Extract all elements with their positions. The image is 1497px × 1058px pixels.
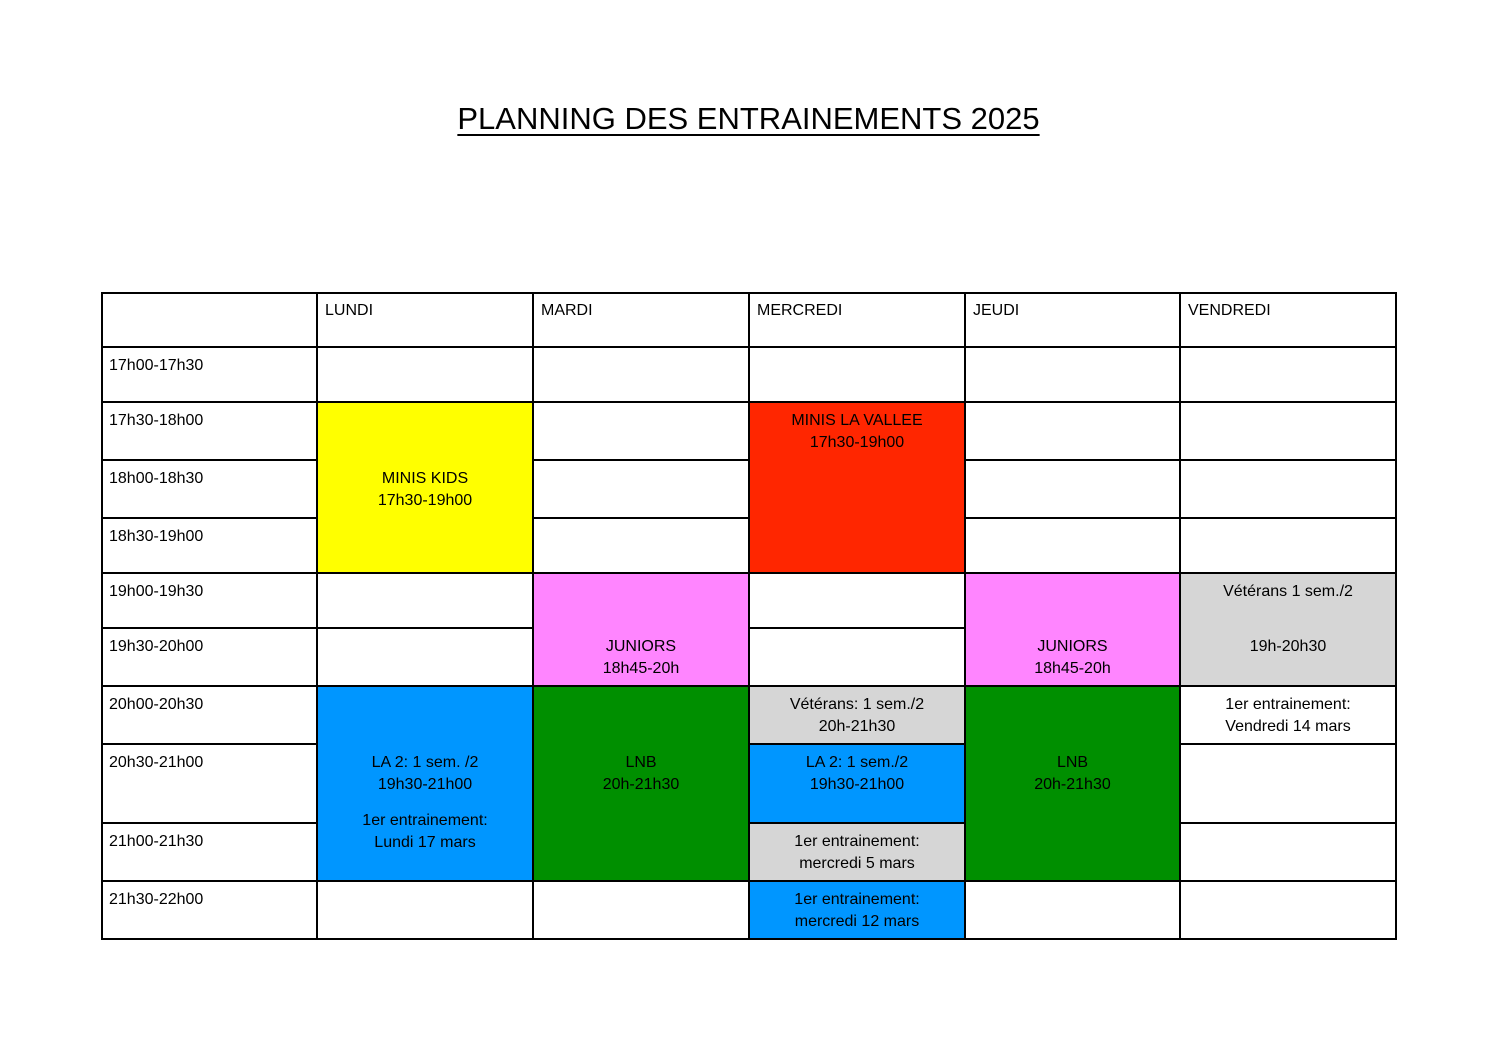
block-name: LA 2: 1 sem. /2 <box>371 754 479 771</box>
block-name: LA 2: 1 sem./2 <box>805 754 909 771</box>
block-minis-kids <box>317 402 533 573</box>
time-slot: 18h30-19h00 <box>109 528 204 545</box>
block-name: MINIS KIDS <box>381 470 469 487</box>
time-slot: 17h00-17h30 <box>109 357 204 374</box>
block-hours: 20h-21h30 <box>818 718 896 735</box>
time-slot: 19h30-20h00 <box>109 638 204 655</box>
time-slot: 21h30-22h00 <box>109 891 204 908</box>
grid-line <box>533 459 749 461</box>
header-day-vendredi: VENDREDI <box>1188 302 1271 319</box>
time-slot: 20h00-20h30 <box>109 696 204 713</box>
grid-line <box>749 743 965 745</box>
block-juniors-jeudi <box>965 573 1180 686</box>
grid-line <box>101 822 317 824</box>
schedule-table <box>101 292 1396 940</box>
time-slot: 21h00-21h30 <box>109 833 204 850</box>
block-hours: 19h30-21h00 <box>809 776 905 793</box>
page-title: PLANNING DES ENTRAINEMENTS 2025 <box>457 101 1040 136</box>
block-hours: 18h45-20h <box>1034 660 1111 677</box>
block-name: JUNIORS <box>1037 638 1108 655</box>
block-mercredi-first-training-5 <box>749 823 965 881</box>
block-name: LNB <box>625 754 657 771</box>
grid-line <box>964 292 966 940</box>
block-veterans-mercredi <box>749 686 965 744</box>
block-la2-mercredi <box>749 744 965 823</box>
grid-line <box>1180 822 1396 824</box>
note-line-1: 1er entrainement: <box>794 891 920 908</box>
note-line-2: Lundi 17 mars <box>374 834 476 851</box>
note-line-1: 1er entrainement: <box>794 833 920 850</box>
grid-line <box>101 459 317 461</box>
block-juniors-mardi <box>533 573 749 686</box>
grid-line <box>1179 292 1181 940</box>
grid-line <box>748 292 750 940</box>
block-name: Vétérans: 1 sem./2 <box>789 696 925 713</box>
grid-line <box>749 822 965 824</box>
block-hours: 19h30-21h00 <box>377 776 473 793</box>
block-minis-la-vallee <box>749 402 965 573</box>
block-hours: 19h-20h30 <box>1249 638 1327 655</box>
grid-line <box>965 517 1396 519</box>
grid-line <box>1180 743 1396 745</box>
note-line-1: 1er entrainement: <box>1225 696 1351 713</box>
block-name: MINIS LA VALLEE <box>791 412 923 429</box>
header-day-mardi: MARDI <box>541 302 593 319</box>
block-lnb-jeudi <box>965 686 1180 881</box>
block-hours: 20h-21h30 <box>602 776 680 793</box>
block-hours: 18h45-20h <box>602 660 680 677</box>
grid-line <box>101 743 317 745</box>
block-veterans-vendredi <box>1180 573 1396 686</box>
grid-line <box>101 880 1396 882</box>
block-name: JUNIORS <box>605 638 677 655</box>
grid-line <box>101 685 1396 687</box>
block-mercredi-first-training-12 <box>749 881 965 940</box>
grid-line <box>101 627 533 629</box>
grid-line <box>1395 292 1397 940</box>
time-slot: 20h30-21h00 <box>109 754 204 771</box>
block-lnb-mardi <box>533 686 749 881</box>
grid-line <box>749 627 965 629</box>
header-day-mercredi: MERCREDI <box>757 302 843 319</box>
block-la2-lundi <box>317 686 533 881</box>
block-vendredi-first-training <box>1180 686 1396 744</box>
grid-line <box>101 292 103 940</box>
grid-line <box>965 459 1396 461</box>
grid-line <box>101 517 317 519</box>
block-hours: 17h30-19h00 <box>809 434 905 451</box>
time-slot: 18h00-18h30 <box>109 470 204 487</box>
note-line-2: mercredi 5 mars <box>799 855 915 872</box>
block-hours: 20h-21h30 <box>1034 776 1111 793</box>
block-name: LNB <box>1056 754 1089 771</box>
note-line-1: 1er entrainement: <box>362 812 488 829</box>
header-day-lundi: LUNDI <box>325 302 374 319</box>
grid-line <box>532 292 534 940</box>
grid-line <box>533 517 749 519</box>
grid-line <box>101 572 1396 574</box>
header-day-jeudi: JEUDI <box>973 302 1020 319</box>
time-slot: 19h00-19h30 <box>109 583 204 600</box>
block-name: Vétérans 1 sem./2 <box>1223 583 1353 600</box>
block-hours: 17h30-19h00 <box>377 492 473 509</box>
note-line-2: mercredi 12 mars <box>794 913 920 930</box>
grid-line <box>316 292 318 940</box>
time-slot: 17h30-18h00 <box>109 412 204 429</box>
note-line-2: Vendredi 14 mars <box>1225 718 1351 735</box>
